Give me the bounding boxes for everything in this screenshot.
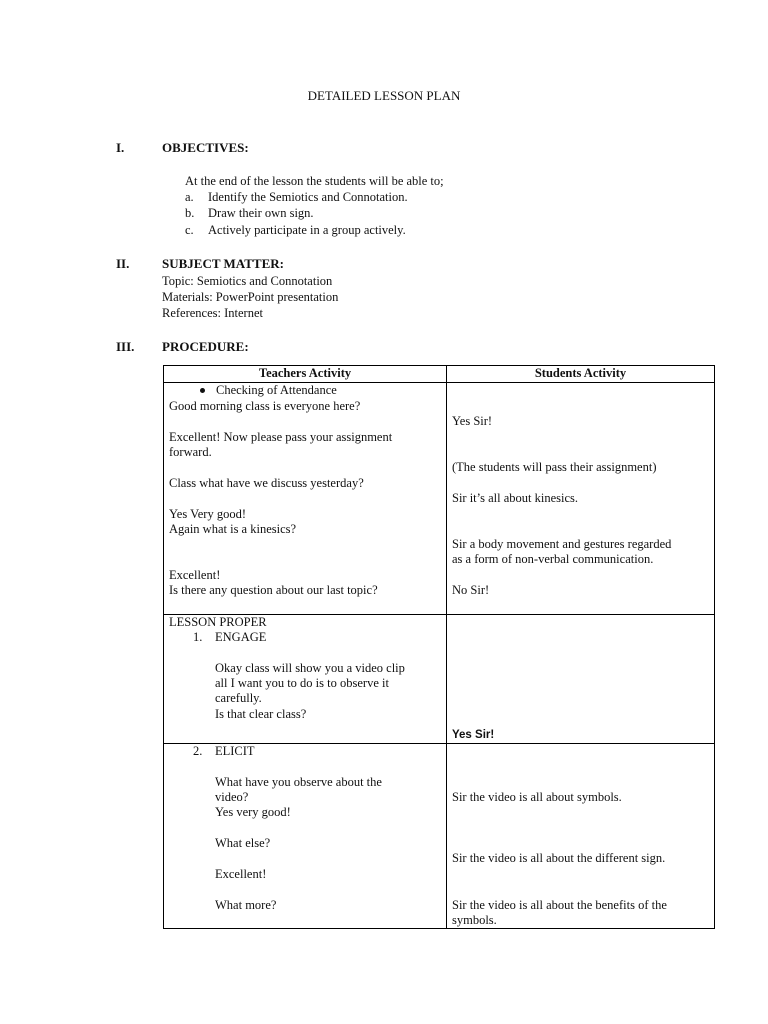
teacher-line: video? [215,790,249,804]
teacher-line: Excellent! [215,867,267,881]
objective-text: Draw their own sign. [208,206,314,221]
teacher-line: forward. [169,445,212,459]
lesson-proper-heading: LESSON PROPER [169,615,267,629]
student-line: (The students will pass their assignment) [452,460,657,474]
teachers-activity-header: Teachers Activity [164,366,447,383]
procedure-heading: PROCEDURE: [162,339,249,354]
procedure-table [163,365,715,929]
table-row [164,383,715,615]
teacher-line: carefully. [215,691,262,705]
subject-matter-numeral: II. [116,256,130,271]
bullet-icon [200,388,205,393]
teacher-cell [164,383,447,615]
objective-marker: a. [185,190,194,204]
objective-marker: c. [185,222,194,237]
subject-topic: Topic: Semiotics and Connotation [162,274,333,288]
student-cell [447,744,715,929]
objective-text: Actively participate in a group actively. [208,222,406,237]
student-line: Sir the video is all about the different sign. [452,851,666,865]
student-line: as a form of non-verbal communication. [452,552,654,566]
table-row [164,615,715,744]
teacher-line: What more? [215,898,277,912]
student-line: Yes Sir! [452,729,495,741]
objective-text: Identify the Semiotics and Connotation. [208,190,408,204]
student-line: Sir it’s all about kinesics. [452,491,579,505]
teacher-line: Okay class will show you a video clip [215,661,405,675]
step-marker: 2. [193,744,203,758]
objective-marker: b. [185,206,195,221]
table-header-row [164,366,715,383]
objectives-heading: OBJECTIVES: [162,140,249,155]
subject-materials: Materials: PowerPoint presentation [162,290,339,304]
teacher-line: Is there any question about our last topic? [169,583,378,597]
students-activity-header: Students Activity [447,366,715,383]
teacher-line: Yes very good! [215,805,291,819]
teacher-line: Class what have we discuss yesterday? [169,476,364,490]
teacher-line: Again what is a kinesics? [169,522,297,536]
step-heading-elicit: ELICIT [215,744,255,758]
teacher-line: What else? [215,836,271,850]
subject-matter-heading: SUBJECT MATTER: [162,256,284,271]
teacher-cell [164,744,447,929]
subject-references: References: Internet [162,306,263,320]
teacher-line: all I want you to do is to observe it [215,676,389,690]
teacher-line: Excellent! [169,568,221,582]
student-cell [447,615,715,744]
teacher-line: Excellent! Now please pass your assignment [169,430,393,444]
student-line: Sir a body movement and gestures regarded [452,537,672,551]
procedure-numeral: III. [116,339,135,354]
teacher-line: Checking of Attendance [216,383,337,397]
teacher-cell [164,615,447,744]
student-line: No Sir! [452,583,490,597]
table-row [164,744,715,929]
teacher-line: What have you observe about the [215,775,382,789]
teacher-line: Good morning class is everyone here? [169,399,361,413]
objectives-intro: At the end of the lesson the students will be able to; [185,174,444,188]
step-heading-engage: ENGAGE [215,630,267,644]
student-cell [447,383,715,615]
teacher-line: Yes Very good! [169,507,246,521]
teacher-line: Is that clear class? [215,707,307,721]
student-line: Sir the video is all about symbols. [452,790,622,804]
step-marker: 1. [193,630,203,644]
student-line: symbols. [452,913,497,927]
objectives-numeral: I. [116,140,125,155]
student-line: Yes Sir! [452,414,493,428]
document-title: DETAILED LESSON PLAN [307,88,461,103]
student-line: Sir the video is all about the benefits of the [452,898,667,912]
